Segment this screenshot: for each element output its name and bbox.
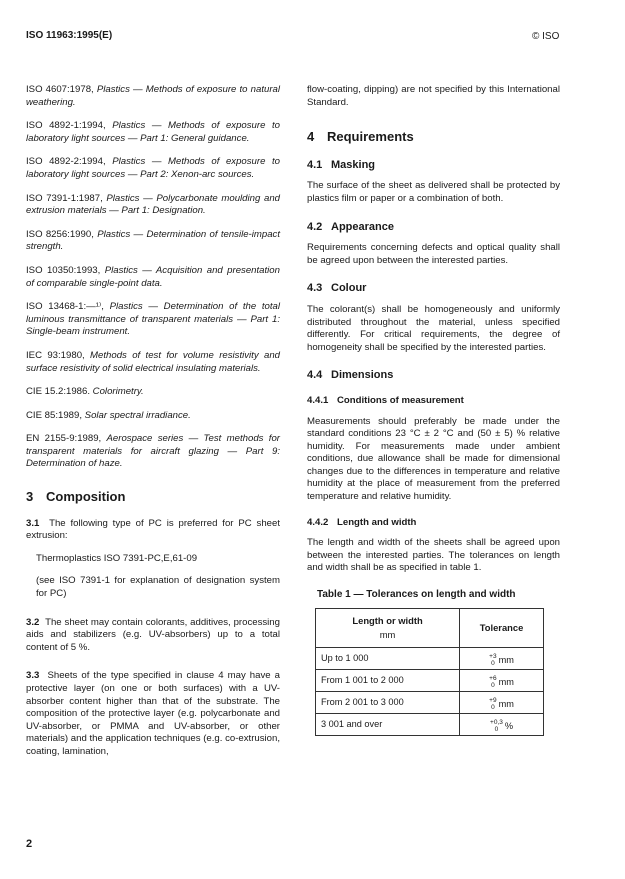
reference-item: CIE 85:1989, Solar spectral irradiance. xyxy=(26,409,191,421)
clause-4-4-1-text: Measurements should preferably be made under the standard conditions 23 °C ± 2 °C and (50 ± 5) % relative humidity. For measurements made under ambient conditions, due allowance shall be made for dimensional changes due to the differences in temperature and relative humidity at the place of measurement from the preferred temperature and relative humidity. xyxy=(307,415,560,503)
clause-3-1: 3.1 The following type of PC is preferred for PC sheet extrusion: xyxy=(26,517,280,542)
pc-designation: Thermoplastics ISO 7391-PC,E,61-09 xyxy=(36,552,198,564)
range-cell: Up to 1 000 xyxy=(316,647,460,669)
clause-4-4-heading: 4.4 Dimensions xyxy=(307,369,394,382)
reference-item: ISO 8256:1990, Plastics — Determination of tensile-impact strength. xyxy=(26,228,281,253)
reference-item: ISO 4892-2:1994, Plastics — Methods of exposure to laboratory light sources — Part 2: Xenon-arc sources. xyxy=(26,156,280,180)
clause-4-3-text: The colorant(s) shall be homogeneously and uniformly distributed throughout the material, unless specified differently. For critical requirements, the degree of homogeneity shall be specified by the interested parties. xyxy=(307,303,560,353)
clause-4-4-2-heading: 4.4.2 Length and width xyxy=(307,516,417,528)
column-header-length: Length or width mm xyxy=(316,608,460,647)
range-cell: 3 001 and over xyxy=(316,713,460,735)
table-row xyxy=(316,647,544,669)
clause-3-2: 3.2 The sheet may contain colorants, additives, processing aids and stabilizers (e.g. UV-absorbers) up to a total content of 5 %. xyxy=(26,616,280,653)
clause-4-3-heading: 4.3 Colour xyxy=(307,282,367,295)
clause-4-4-2-text: The length and width of the sheets shall be agreed upon between the interested parties. The tolerances on length and width shall be as specified in table 1. xyxy=(307,537,560,574)
right-column xyxy=(307,84,560,736)
clause-4-1-text: The surface of the sheet as delivered shall be protected by plastics film or paper or a combination of both. xyxy=(307,180,560,204)
clause-4-4-1-heading: 4.4.1 Conditions of measurement xyxy=(307,394,464,406)
tolerance-cell: +6 0 mm xyxy=(460,669,544,691)
tolerance-cell: +9 0 mm xyxy=(460,691,544,713)
clause-3-3: 3.3 Sheets of the type specified in clause 4 may have a protective layer (on one or both surfaces) with a UV-absorber content higher than that of the substrate. The composition of the protective layer (e.g. polycarbonate and UV-absorber, or PMMA and UV-absorber, or other materials) and the application techniques (e.g. co-extrusion, coating, lamination, xyxy=(26,670,280,757)
clause-4-2-text: Requirements concerning defects and optical quality shall be agreed upon between the interested parties. xyxy=(307,242,560,266)
table-row xyxy=(316,669,544,691)
range-cell: From 2 001 to 3 000 xyxy=(316,691,460,713)
reference-item: ISO 4607:1978, Plastics — Methods of exposure to natural weathering. xyxy=(26,84,280,108)
range-cell: From 1 001 to 2 000 xyxy=(316,669,460,691)
table-1-caption: Table 1 — Tolerances on length and width xyxy=(317,589,516,601)
reference-item: ISO 13468-1:—¹⁾, Plastics — Determination of the total luminous transmittance of transparent materials — Part 1: Single-beam instrument. xyxy=(26,301,280,338)
continuation-text: flow-coating, dipping) are not specified by this International Standard. xyxy=(307,84,560,108)
section-3-heading: 3 Composition xyxy=(26,489,126,505)
reference-item: IEC 93:1980, Methods of test for volume resistivity and surface resistivity of solid electrical insulating materials. xyxy=(26,349,280,374)
clause-4-2-heading: 4.2 Appearance xyxy=(307,220,394,233)
table-row xyxy=(316,713,544,735)
header-standard-id: ISO 11963:1995(E) xyxy=(26,30,113,41)
clause-4-1-heading: 4.1 Masking xyxy=(307,158,376,171)
reference-item: ISO 7391-1:1987, Plastics — Polycarbonate moulding and extrusion materials — Part 1: Designation. xyxy=(26,192,280,217)
table-row xyxy=(316,691,544,713)
tolerance-cell: +3 0 mm xyxy=(460,647,544,669)
section-4-heading: 4 Requirements xyxy=(307,129,414,145)
header-copyright: © ISO xyxy=(532,31,560,42)
designation-note: (see ISO 7391-1 for explanation of designation system for PC) xyxy=(36,575,280,600)
reference-item: ISO 4892-1:1994, Plastics — Methods of exposure to laboratory light sources — Part 1: General guidance. xyxy=(26,120,280,144)
tolerance-cell: +0,3 0 % xyxy=(460,713,544,735)
tolerance-table xyxy=(315,608,544,736)
normative-references-list xyxy=(26,84,280,471)
reference-item: CIE 15.2:1986. Colorimetry. xyxy=(26,386,144,398)
left-column xyxy=(26,84,280,769)
column-header-tolerance: Tolerance xyxy=(460,608,544,647)
page-number: 2 xyxy=(26,838,33,850)
table-header-row xyxy=(316,608,544,647)
reference-item: ISO 10350:1993, Plastics — Acquisition and presentation of comparable single-point data. xyxy=(26,264,280,289)
reference-item: EN 2155-9:1989, Aerospace series — Test methods for transparent materials for aircraft glazing — Part 9: Determination of haze. xyxy=(26,433,280,470)
